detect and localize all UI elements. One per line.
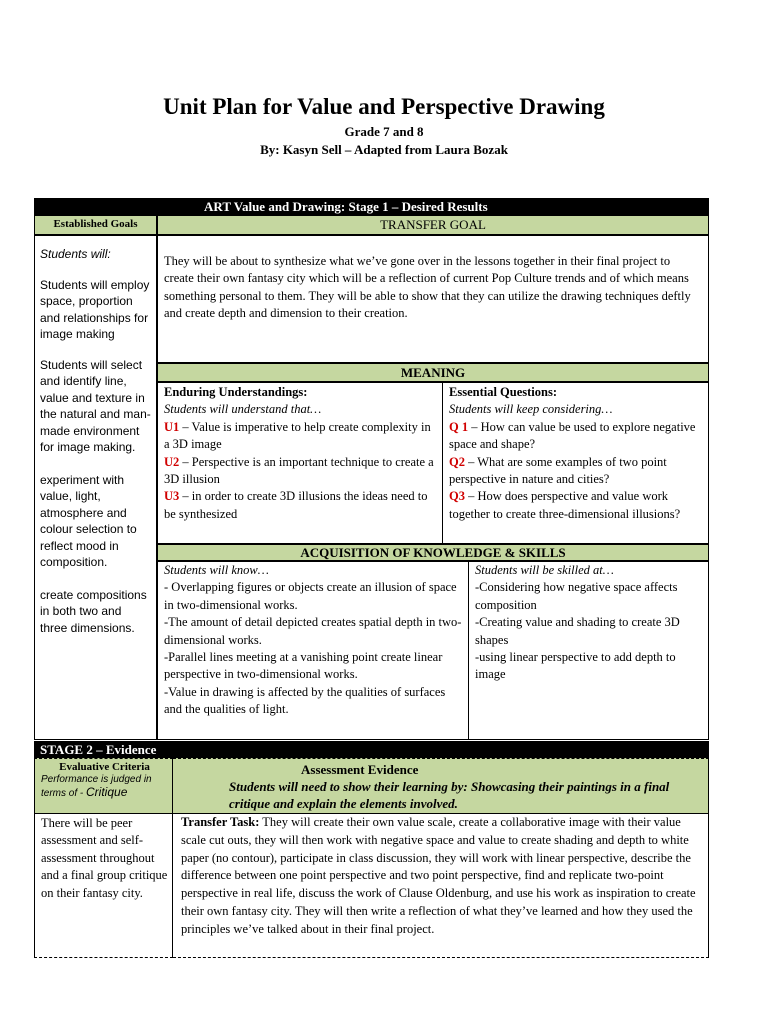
know-item-2: -The amount of detail depicted creates spatial depth in two-dimensional works. (164, 615, 462, 647)
goal-item-2: Students will select and identify line, value and texture in the natural and man- made environment for image making. (40, 357, 151, 454)
assessment-evidence-header (173, 758, 709, 813)
essential-heading: Essential Questions: (449, 385, 558, 399)
transfer-goal-header: TRANSFER GOAL (157, 215, 709, 235)
students-will-know-cell (157, 561, 469, 740)
acquisition-header: ACQUISITION OF KNOWLEDGE & SKILLS (157, 544, 709, 561)
skilled-item-3: -using linear perspective to add depth to image (475, 650, 676, 682)
q2-code: Q2 (449, 454, 465, 469)
assessment-text: Students will need to show their learning by: Showcasing their paintings in a final critique and explain the elements involved. (229, 779, 670, 811)
skilled-item-2: -Creating value and shading to create 3D shapes (475, 615, 680, 647)
q3-code: Q3 (449, 489, 465, 504)
u2-code: U2 (164, 454, 180, 469)
know-item-3: -Parallel lines meeting at a vanishing point create linear perspective in two-dimensional works. (164, 650, 443, 682)
page-title: Unit Plan for Value and Perspective Drawing (163, 94, 605, 119)
established-goals-header: Established Goals (34, 215, 157, 235)
grade-subtitle: Grade 7 and 8 (344, 124, 424, 139)
eval-note-text: Performance is judged in terms of - (41, 774, 152, 799)
q1-code: Q 1 (449, 419, 469, 434)
essential-item-q2 (449, 454, 702, 489)
enduring-item-u2 (164, 454, 438, 489)
essential-intro: Students will keep considering… (449, 402, 613, 417)
q1-text: – How can value be used to explore negative space and shape? (449, 419, 696, 452)
u3-text: – in order to create 3D illusions the ideas need to be synthesized (164, 489, 428, 521)
eval-note (41, 774, 168, 800)
enduring-item-u1 (164, 419, 438, 454)
transfer-task (181, 814, 702, 939)
eval-label: Evaluative Criteria (59, 761, 150, 773)
meaning-header: MEANING (157, 363, 709, 382)
enduring-heading: Enduring Understandings: (164, 385, 308, 399)
author-line: By: Kasyn Sell – Adapted from Laura Bozak (260, 142, 508, 157)
u1-text: – Value is imperative to help create complexity in a 3D image (164, 419, 431, 452)
essential-questions-cell (442, 382, 709, 544)
stage1-title: ART Value and Drawing: Stage 1 – Desired Results (204, 199, 488, 214)
essential-item-q3 (449, 488, 702, 523)
know-item-4: -Value in drawing is affected by the qualities of surfaces and the qualities of light. (164, 684, 446, 717)
goal-item-1: Students will employ space, proportion and relationships for image making (40, 277, 150, 341)
stage2-title: STAGE 2 – Evidence (40, 742, 157, 757)
u3-code: U3 (164, 489, 180, 504)
know-item-1: - Overlapping figures or objects create an illusion of space in two-dimensional works. (164, 580, 457, 612)
skilled-item-1: -Considering how negative space affects composition (475, 580, 678, 612)
transfer-task-text: They will create their own value scale, create a collaborative image with their value scale cut outs, they will then work with negative space and value to create shading and depth to white paper (no contour), participate in class discussion, they will work with linear perspective, describe the difference between one point perspective and two point perspective, find and replicate two-point perspective in real life, discuss the work of Clause Oldenburg, and use his work as inspiration to create their own fantasy city. They will then write a reflection of what they’ve learned and how they used the principles we’ve talked about in their final project. (181, 815, 696, 936)
goal-item-4: create compositions in both two and three dimensions. (40, 587, 147, 635)
skilled-intro: Students will be skilled at… (475, 563, 614, 577)
enduring-understandings-cell (157, 382, 443, 544)
u2-text: – Perspective is an important technique to create a 3D illusion (164, 454, 434, 487)
assessment-label: Assessment Evidence (301, 762, 419, 777)
transfer-task-cell (173, 813, 709, 958)
evaluative-criteria-header (34, 758, 173, 813)
transfer-goal-text: They will be about to synthesize what we’ve gone over in the lessons together in their final project to create their own fantasy city which will be a reflection of current Pop Culture trends and of which means something personal to them. They will be able to show that they can utilize the drawing techniques deftly and create depth and dimension to their creation. (164, 254, 691, 321)
transfer-task-label: Transfer Task: (181, 815, 260, 829)
eval-value: Critique (86, 785, 128, 799)
enduring-intro: Students will understand that… (164, 402, 322, 417)
stage2-bar (34, 741, 709, 758)
students-skilled-cell (468, 561, 709, 740)
goals-intro: Students will: (40, 247, 111, 261)
criteria-text: There will be peer assessment and self-assessment throughout and a final group critique on their fantasy city. (41, 816, 168, 900)
q2-text: – What are some examples of two point perspective in nature and cities? (449, 454, 667, 487)
know-intro: Students will know… (164, 563, 269, 577)
essential-item-q1 (449, 419, 702, 454)
goal-item-3: experiment with value, light, atmosphere and colour selection to reflect mood in composition. (40, 472, 137, 569)
stage1-bar (34, 198, 709, 215)
established-goals-column (34, 235, 157, 740)
criteria-cell (34, 813, 173, 958)
u1-code: U1 (164, 419, 180, 434)
q3-text: – How does perspective and value work together to create three-dimensional illusions? (449, 489, 681, 521)
transfer-goal-cell (157, 235, 709, 363)
enduring-item-u3 (164, 488, 438, 523)
